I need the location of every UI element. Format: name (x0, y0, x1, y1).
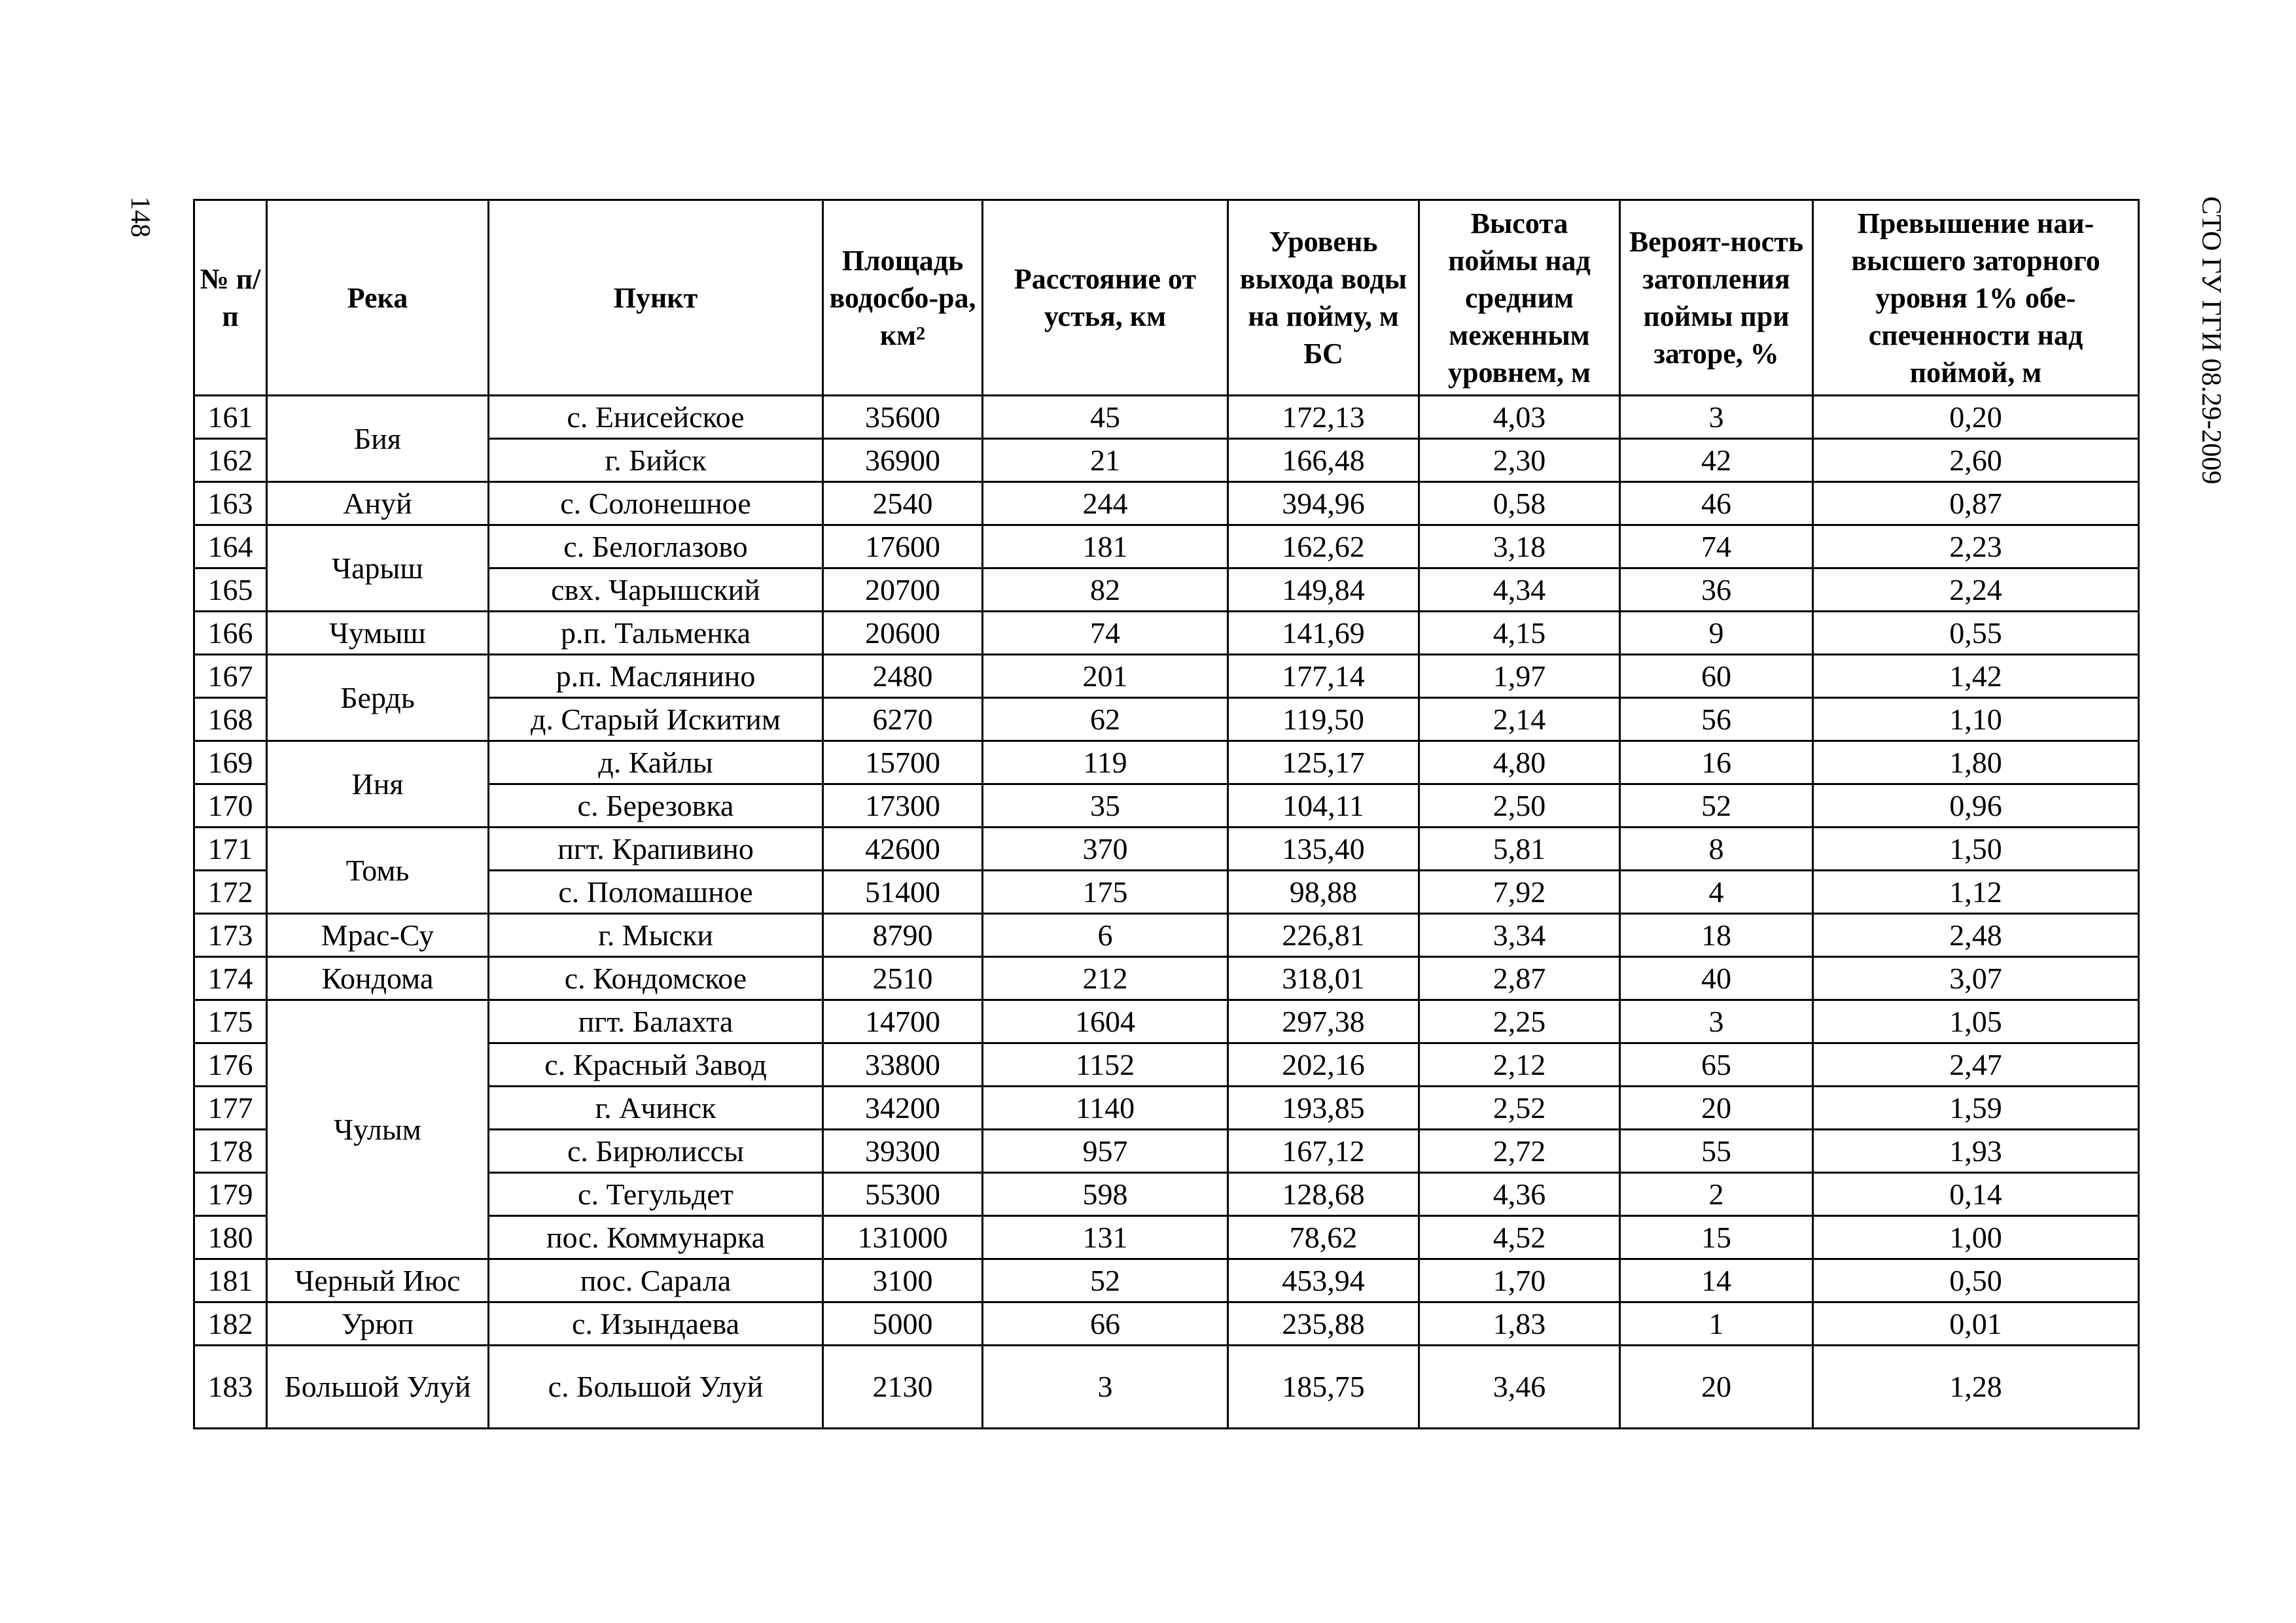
cell-excess: 1,93 (1813, 1130, 2139, 1173)
cell-level: 235,88 (1228, 1302, 1419, 1346)
cell-level: 167,12 (1228, 1130, 1419, 1173)
cell-distance: 3 (983, 1346, 1228, 1429)
cell-area: 131000 (823, 1216, 983, 1259)
cell-distance: 212 (983, 957, 1228, 1000)
cell-probability: 3 (1620, 1000, 1813, 1043)
table-row (194, 396, 2139, 439)
cell-num: 181 (194, 1259, 267, 1302)
cell-height: 2,50 (1419, 784, 1620, 828)
cell-distance: 52 (983, 1259, 1228, 1302)
cell-distance: 1604 (983, 1000, 1228, 1043)
cell-excess: 1,12 (1813, 871, 2139, 914)
cell-excess: 0,50 (1813, 1259, 2139, 1302)
header-distance: Расстояние от устья, км (983, 200, 1228, 396)
cell-level: 177,14 (1228, 655, 1419, 698)
cell-height: 2,12 (1419, 1043, 1620, 1087)
cell-excess: 1,42 (1813, 655, 2139, 698)
cell-area: 20700 (823, 568, 983, 612)
header-num: № п/п (194, 200, 267, 396)
cell-river: Ануй (267, 482, 489, 525)
cell-num: 179 (194, 1173, 267, 1216)
cell-probability: 8 (1620, 828, 1813, 871)
cell-probability: 65 (1620, 1043, 1813, 1087)
cell-level: 172,13 (1228, 396, 1419, 439)
cell-level: 104,11 (1228, 784, 1419, 828)
cell-point: г. Бийск (489, 439, 823, 482)
cell-distance: 175 (983, 871, 1228, 914)
cell-excess: 0,01 (1813, 1302, 2139, 1346)
cell-area: 20600 (823, 612, 983, 655)
cell-point: пгт. Крапивино (489, 828, 823, 871)
cell-num: 165 (194, 568, 267, 612)
cell-num: 169 (194, 741, 267, 784)
cell-area: 35600 (823, 396, 983, 439)
cell-num: 173 (194, 914, 267, 957)
cell-distance: 82 (983, 568, 1228, 612)
cell-area: 2540 (823, 482, 983, 525)
cell-excess: 0,14 (1813, 1173, 2139, 1216)
cell-num: 175 (194, 1000, 267, 1043)
cell-excess: 1,00 (1813, 1216, 2139, 1259)
cell-probability: 52 (1620, 784, 1813, 828)
cell-num: 164 (194, 525, 267, 568)
cell-probability: 4 (1620, 871, 1813, 914)
cell-point: с. Кондомское (489, 957, 823, 1000)
cell-excess: 1,59 (1813, 1087, 2139, 1130)
header-area-text: Площадь водосбо-ра, км (829, 244, 976, 351)
header-row (194, 200, 2139, 396)
cell-probability: 20 (1620, 1346, 1813, 1429)
cell-point: с. Солонешное (489, 482, 823, 525)
cell-probability: 60 (1620, 655, 1813, 698)
cell-height: 4,52 (1419, 1216, 1620, 1259)
cell-probability: 18 (1620, 914, 1813, 957)
cell-area: 55300 (823, 1173, 983, 1216)
cell-num: 167 (194, 655, 267, 698)
cell-excess: 1,28 (1813, 1346, 2139, 1429)
table-body (194, 396, 2139, 1429)
cell-area: 36900 (823, 439, 983, 482)
cell-height: 4,34 (1419, 568, 1620, 612)
cell-probability: 3 (1620, 396, 1813, 439)
cell-distance: 62 (983, 698, 1228, 741)
cell-point: с. Изындаева (489, 1302, 823, 1346)
cell-river: Черный Июс (267, 1259, 489, 1302)
cell-level: 119,50 (1228, 698, 1419, 741)
cell-height: 4,80 (1419, 741, 1620, 784)
cell-num: 174 (194, 957, 267, 1000)
cell-probability: 16 (1620, 741, 1813, 784)
cell-height: 4,15 (1419, 612, 1620, 655)
cell-point: пгт. Балахта (489, 1000, 823, 1043)
cell-probability: 74 (1620, 525, 1813, 568)
cell-probability: 2 (1620, 1173, 1813, 1216)
cell-distance: 66 (983, 1302, 1228, 1346)
cell-height: 3,34 (1419, 914, 1620, 957)
cell-distance: 181 (983, 525, 1228, 568)
cell-num: 163 (194, 482, 267, 525)
cell-num: 166 (194, 612, 267, 655)
cell-probability: 46 (1620, 482, 1813, 525)
cell-distance: 598 (983, 1173, 1228, 1216)
cell-excess: 0,20 (1813, 396, 2139, 439)
cell-river: Чулым (267, 1000, 489, 1259)
cell-area: 2510 (823, 957, 983, 1000)
cell-point: р.п. Тальменка (489, 612, 823, 655)
cell-level: 162,62 (1228, 525, 1419, 568)
cell-num: 178 (194, 1130, 267, 1173)
table-row (194, 1259, 2139, 1302)
cell-point: пос. Коммунарка (489, 1216, 823, 1259)
header-area-superscript: 2 (916, 323, 926, 344)
cell-distance: 45 (983, 396, 1228, 439)
cell-height: 5,81 (1419, 828, 1620, 871)
cell-river: Большой Улуй (267, 1346, 489, 1429)
page-number: 148 (125, 196, 155, 237)
cell-point: пос. Сарала (489, 1259, 823, 1302)
cell-point: с. Бирюлиссы (489, 1130, 823, 1173)
header-point: Пункт (489, 200, 823, 396)
header-river: Река (267, 200, 489, 396)
cell-probability: 15 (1620, 1216, 1813, 1259)
cell-area: 15700 (823, 741, 983, 784)
cell-area: 2480 (823, 655, 983, 698)
cell-point: д. Старый Искитим (489, 698, 823, 741)
cell-probability: 40 (1620, 957, 1813, 1000)
cell-point: с. Белоглазово (489, 525, 823, 568)
cell-river: Урюп (267, 1302, 489, 1346)
cell-probability: 36 (1620, 568, 1813, 612)
cell-level: 78,62 (1228, 1216, 1419, 1259)
cell-height: 3,46 (1419, 1346, 1620, 1429)
header-probability: Вероят-ность затопления поймы при заторе, % (1620, 200, 1813, 396)
cell-level: 297,38 (1228, 1000, 1419, 1043)
cell-num: 162 (194, 439, 267, 482)
table-row (194, 1346, 2139, 1429)
cell-probability: 1 (1620, 1302, 1813, 1346)
cell-area: 3100 (823, 1259, 983, 1302)
cell-height: 0,58 (1419, 482, 1620, 525)
cell-level: 98,88 (1228, 871, 1419, 914)
cell-river: Мрас-Су (267, 914, 489, 957)
cell-height: 4,03 (1419, 396, 1620, 439)
cell-level: 193,85 (1228, 1087, 1419, 1130)
cell-point: с. Березовка (489, 784, 823, 828)
header-height: Высота поймы над средним меженным уровнем, м (1419, 200, 1620, 396)
cell-level: 135,40 (1228, 828, 1419, 871)
cell-height: 2,14 (1419, 698, 1620, 741)
cell-area: 42600 (823, 828, 983, 871)
cell-area: 8790 (823, 914, 983, 957)
cell-point: с. Красный Завод (489, 1043, 823, 1087)
cell-distance: 119 (983, 741, 1228, 784)
cell-level: 318,01 (1228, 957, 1419, 1000)
table-row (194, 741, 2139, 784)
cell-probability: 56 (1620, 698, 1813, 741)
cell-point: д. Кайлы (489, 741, 823, 784)
cell-excess: 2,23 (1813, 525, 2139, 568)
cell-distance: 74 (983, 612, 1228, 655)
cell-excess: 2,60 (1813, 439, 2139, 482)
cell-height: 3,18 (1419, 525, 1620, 568)
cell-excess: 0,55 (1813, 612, 2139, 655)
cell-height: 2,87 (1419, 957, 1620, 1000)
cell-num: 172 (194, 871, 267, 914)
cell-level: 128,68 (1228, 1173, 1419, 1216)
cell-level: 125,17 (1228, 741, 1419, 784)
cell-level: 149,84 (1228, 568, 1419, 612)
cell-point: с. Поломашное (489, 871, 823, 914)
cell-excess: 2,48 (1813, 914, 2139, 957)
cell-area: 17600 (823, 525, 983, 568)
cell-num: 180 (194, 1216, 267, 1259)
cell-probability: 9 (1620, 612, 1813, 655)
cell-excess: 1,80 (1813, 741, 2139, 784)
cell-probability: 20 (1620, 1087, 1813, 1130)
cell-probability: 42 (1620, 439, 1813, 482)
cell-river: Бия (267, 396, 489, 482)
cell-height: 1,70 (1419, 1259, 1620, 1302)
header-area (823, 200, 983, 396)
cell-excess: 1,05 (1813, 1000, 2139, 1043)
table-row (194, 1000, 2139, 1043)
cell-excess: 0,96 (1813, 784, 2139, 828)
cell-num: 170 (194, 784, 267, 828)
cell-num: 176 (194, 1043, 267, 1087)
cell-area: 17300 (823, 784, 983, 828)
cell-river: Кондома (267, 957, 489, 1000)
cell-level: 185,75 (1228, 1346, 1419, 1429)
cell-river: Томь (267, 828, 489, 914)
table-row (194, 612, 2139, 655)
cell-num: 171 (194, 828, 267, 871)
cell-num: 177 (194, 1087, 267, 1130)
cell-num: 161 (194, 396, 267, 439)
cell-river: Чумыш (267, 612, 489, 655)
cell-num: 168 (194, 698, 267, 741)
cell-distance: 370 (983, 828, 1228, 871)
header-level: Уровень выхода воды на пойму, м БС (1228, 200, 1419, 396)
cell-height: 4,36 (1419, 1173, 1620, 1216)
cell-level: 394,96 (1228, 482, 1419, 525)
cell-num: 182 (194, 1302, 267, 1346)
cell-distance: 21 (983, 439, 1228, 482)
cell-level: 166,48 (1228, 439, 1419, 482)
cell-height: 2,30 (1419, 439, 1620, 482)
cell-distance: 35 (983, 784, 1228, 828)
cell-area: 51400 (823, 871, 983, 914)
cell-distance: 1140 (983, 1087, 1228, 1130)
cell-river: Чарыш (267, 525, 489, 612)
cell-level: 453,94 (1228, 1259, 1419, 1302)
cell-height: 7,92 (1419, 871, 1620, 914)
cell-excess: 3,07 (1813, 957, 2139, 1000)
table-row (194, 828, 2139, 871)
cell-height: 2,25 (1419, 1000, 1620, 1043)
table-row (194, 655, 2139, 698)
cell-distance: 6 (983, 914, 1228, 957)
cell-point: г. Ачинск (489, 1087, 823, 1130)
cell-river: Бердь (267, 655, 489, 741)
table-row (194, 525, 2139, 568)
cell-point: свх. Чарышский (489, 568, 823, 612)
cell-river: Иня (267, 741, 489, 828)
cell-level: 202,16 (1228, 1043, 1419, 1087)
cell-excess: 2,24 (1813, 568, 2139, 612)
cell-area: 2130 (823, 1346, 983, 1429)
cell-height: 2,72 (1419, 1130, 1620, 1173)
cell-area: 14700 (823, 1000, 983, 1043)
cell-area: 39300 (823, 1130, 983, 1173)
cell-excess: 2,47 (1813, 1043, 2139, 1087)
cell-point: р.п. Маслянино (489, 655, 823, 698)
cell-distance: 244 (983, 482, 1228, 525)
cell-excess: 1,50 (1813, 828, 2139, 871)
cell-num: 183 (194, 1346, 267, 1429)
header-excess: Превышение наи-высшего заторного уровня 1% обе-спеченности над поймой, м (1813, 200, 2139, 396)
table-row (194, 1302, 2139, 1346)
cell-distance: 201 (983, 655, 1228, 698)
cell-area: 5000 (823, 1302, 983, 1346)
cell-height: 1,83 (1419, 1302, 1620, 1346)
cell-probability: 55 (1620, 1130, 1813, 1173)
table-row (194, 957, 2139, 1000)
cell-level: 141,69 (1228, 612, 1419, 655)
cell-distance: 1152 (983, 1043, 1228, 1087)
cell-area: 6270 (823, 698, 983, 741)
cell-excess: 1,10 (1813, 698, 2139, 741)
rivers-flood-table (193, 199, 2140, 1429)
cell-area: 34200 (823, 1087, 983, 1130)
cell-point: г. Мыски (489, 914, 823, 957)
cell-distance: 957 (983, 1130, 1228, 1173)
table-row (194, 482, 2139, 525)
cell-height: 2,52 (1419, 1087, 1620, 1130)
cell-area: 33800 (823, 1043, 983, 1087)
table-row (194, 914, 2139, 957)
document-code: СТО ГУ ГГИ 08.29-2009 (2196, 196, 2226, 485)
cell-excess: 0,87 (1813, 482, 2139, 525)
cell-point: с. Тегульдет (489, 1173, 823, 1216)
cell-point: с. Енисейское (489, 396, 823, 439)
cell-height: 1,97 (1419, 655, 1620, 698)
cell-distance: 131 (983, 1216, 1228, 1259)
cell-probability: 14 (1620, 1259, 1813, 1302)
cell-level: 226,81 (1228, 914, 1419, 957)
cell-point: с. Большой Улуй (489, 1346, 823, 1429)
